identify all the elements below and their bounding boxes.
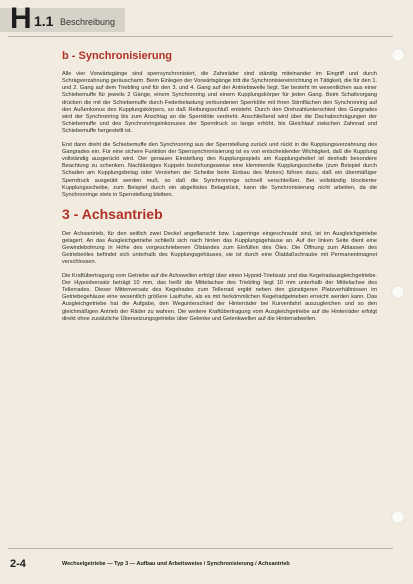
- section-label: Beschreibung: [60, 17, 116, 27]
- binder-hole-top: [391, 48, 405, 62]
- page-footer: [0, 544, 413, 584]
- paragraph: Die Kraftübertragung vom Getriebe auf die Achswellen erfolgt über einen Hypoid-Triebsatz und das Kegelradausgleichgetriebe. Der Hypoidversatz beträgt 10 mm, das heißt die Mittelachse des Triebling liegt 10 mm unterhalb der Mittelachse des Tellerrades. Dieser Mittenversatz des Kegelrades zum Tellerrad ergibt neben den günstigeren Platzverhältnissen im Getriebegehäuse eine wesentlich größere Laufruhe, als es mit herkömmlichen Kegelradgetrieben erreicht werden kann. Das Ausgleichgetriebe hat die Aufgabe, den Wegunterschied der Hinterräder bei Kurvenfahrt auszugleichen und so den gleichmäßigen Antrieb der Räder zu wahren. Die weitere Kraftübertragung vom Ausgleichgetriebe auf die Hinterräder erfolgt direkt ohne zusätzliche Übersetzungsgetriebe über Gelenke und Gelenkwellen auf die Hinterradwellen.: [62, 273, 377, 322]
- section-achsantrieb: [62, 206, 377, 323]
- section-heading: 3 - Achsantrieb: [62, 205, 163, 222]
- section-heading: b - Synchronisierung: [62, 50, 173, 62]
- header-divider: [8, 36, 393, 37]
- page-content: [62, 50, 377, 330]
- paragraph: Der Achsantrieb, für den seitlich zwei Deckel angeflanscht bzw. Lagerringe eingeschraubt sind, ist im Ausgleichgetriebe gelagert. An das Ausgleichgetriebe schließt sich nach hinten das Kupplungsgehäuse an. Auf der linken Seite dient eine Gewindebohrung in Höhe des vorgeschriebenen Ölstandes zum Einfüllen des Öles. Die Öffnung zum Ablassen des Getriebeöles befindet sich unterhalb des Kupplungsgehäuses, sie ist durch eine Ölablaßschraube mit Permanentmagnet verschlossen.: [62, 230, 377, 265]
- footer-caption: Wechselgetriebe — Typ 3 — Aufbau und Arbeitsweise / Synchronisierung / Achsantrieb: [62, 561, 290, 567]
- section-synchronisierung: [62, 50, 377, 199]
- footer-divider: [8, 548, 393, 549]
- page-header: [0, 0, 413, 42]
- chapter-letter: H: [10, 2, 32, 35]
- paragraph: Erst dann dreht die Schiebemuffe den Synchronring aus der Sperrstellung zurück und rückt in die Kupplungsverzahnung des Gangrades ein. Für eine sichere Funktion der Sperrsynchronisierung ist es von entscheidender Wichtigkeit, daß die Kupplung vollständig ausgerückt wird. Der genauen Einstellung des Kupplungsspiels am Kupplungshebel ist deshalb besondere Beachtung zu schenken. Nachlässiges Kuppeln beziehungsweise eine klemmende Kupplungsscheibe (zum Beispiel durch Schaden am Kupplungsbelag oder Verziehen der Scheibe beim Einbau des Motors) führen dazu, daß ein übermäßiger Sperrdruck ausgeübt werden muß, so daß die Synchronringe schnell verschleißen. Bei vollständig blockierter Kupplungsscheibe, zum Beispiel durch ein abgelöstes Belagstück, kann die Synchronisierung nicht arbeiten, da die Synchronringe stets in Sperrstellung bleiben.: [62, 142, 377, 198]
- chapter-number: 1.1: [34, 13, 54, 29]
- paragraph: Alle vier Vorwärtsgänge sind sperrsynchronisiert, die Zahnräder sind ständig miteinander im Eingriff und durch Schrägverzahnung geräuscharm. Beim Einlegen der Vorwärtsgänge tritt die Synchronisiereinrichtung in Tätigkeit, die für den 1. und 2. Gang auf dem Triebling und für den 3. und 4. Gang auf der Antriebswelle liegt. Sie besteht im wesentlichen aus einer Schiebemuffe für jeweils 2 Gänge, einem Synchronring und einem Kupplungskörper für jeden Gang. Beim Schaltvorgang drücken die mit der Schiebemuffe durch Federbelastung verbundenen Sperrklöte mit ihren Stirnflächen den Synchronring auf den Außenkonus des Kupplungskörpers, so daß Reibungsschluß entsteht. Durch den Drehzahlunterschied des Gangrades wird der Synchronring bis zum Anschlag an die Sperrklöte verdreht. Anschließend wird über die Dachabschrägungen der Schiebemuffe und des Synchronringsinkonuses der Sperrdruck so lange erhöht, bis Gleichlauf zwischen Zahnrad und Schiebemuffe hergestellt ist.: [62, 71, 377, 134]
- binder-hole-middle: [391, 285, 405, 299]
- binder-hole-bottom: [391, 510, 405, 524]
- page-number: 2-4: [10, 558, 26, 570]
